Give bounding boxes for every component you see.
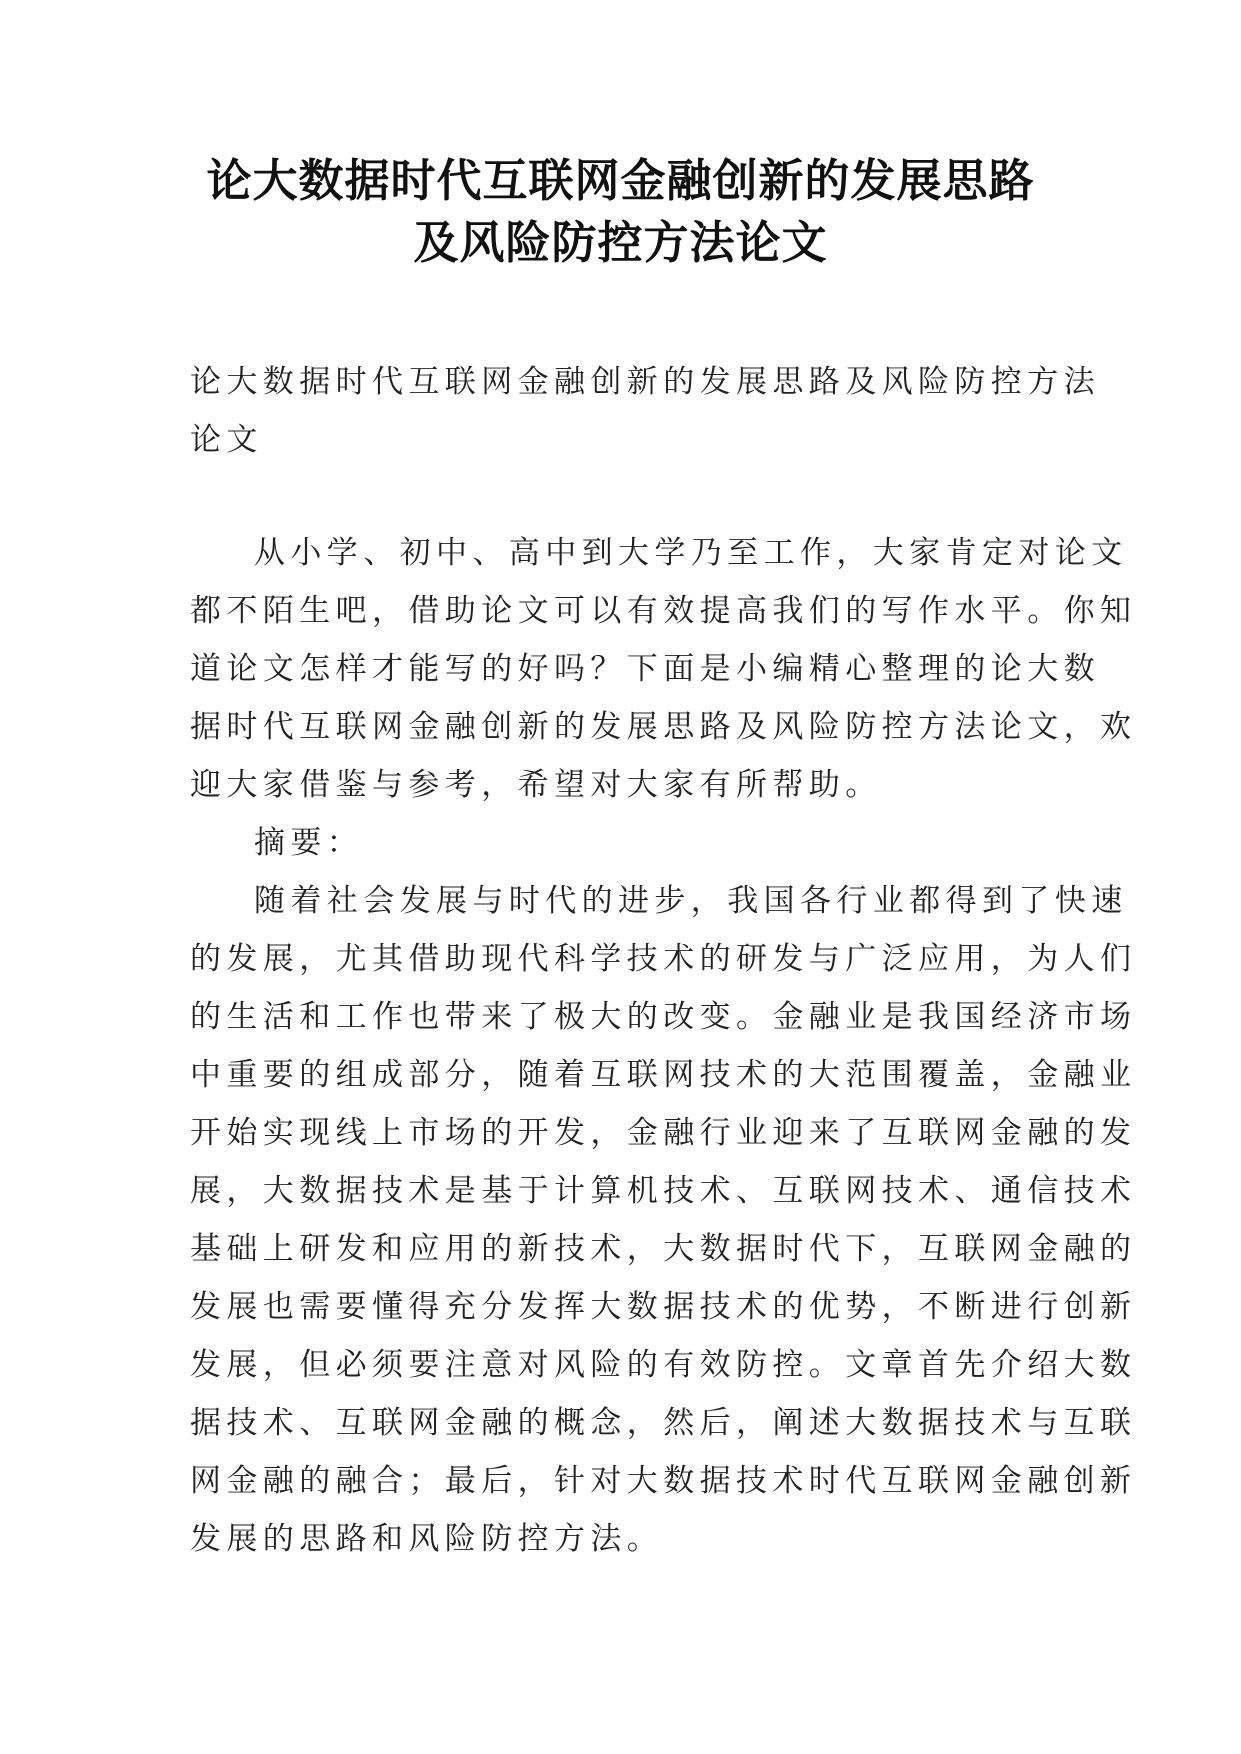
abstract-line: 据技术、互联网金融的概念，然后，阐述大数据技术与互联 [190,1405,1137,1441]
abstract-line: 开始实现线上市场的开发，金融行业迎来了互联网金融的发 [190,1115,1137,1151]
abstract-line: 发展也需要懂得充分发挥大数据技术的优势，不断进行创新 [190,1289,1137,1325]
document-title [150,150,1091,274]
intro-line: 道论文怎样才能写的好吗？下面是小编精心整理的论大数 [190,651,1100,687]
subtitle-line: 论文 [190,422,263,458]
subtitle-line: 论大数据时代互联网金融创新的发展思路及风险防控方法 [190,364,1100,400]
abstract-line: 的发展，尤其借助现代科学技术的研发与广泛应用，为人们 [190,941,1137,977]
intro-line: 都不陌生吧，借助论文可以有效提高我们的写作水平。你知 [190,593,1137,629]
abstract-line: 基础上研发和应用的新技术，大数据时代下，互联网金融的 [190,1231,1137,1267]
abstract-line: 网金融的融合；最后，针对大数据技术时代互联网金融创新 [190,1463,1137,1499]
abstract-line: 中重要的组成部分，随着互联网技术的大范围覆盖，金融业 [190,1057,1137,1093]
subtitle-paragraph [190,353,1100,469]
intro-line: 从小学、初中、高中到大学乃至工作，大家肯定对论文 [254,535,1128,571]
title-line: 论大数据时代互联网金融创新的发展思路 [206,154,1035,207]
abstract-line: 展，大数据技术是基于计算机技术、互联网技术、通信技术 [190,1173,1137,1209]
abstract-heading [190,814,1050,872]
abstract-label: 摘要： [254,825,364,861]
abstract-line: 的生活和工作也带来了极大的改变。金融业是我国经济市场 [190,999,1137,1035]
intro-paragraph [190,524,1137,814]
abstract-line: 随着社会发展与时代的进步，我国各行业都得到了快速 [254,883,1128,919]
abstract-line: 发展的思路和风险防控方法。 [190,1521,664,1557]
intro-line: 据时代互联网金融创新的发展思路及风险防控方法论文，欢 [190,709,1137,745]
abstract-paragraph [190,872,1137,1568]
intro-line: 迎大家借鉴与参考，希望对大家有所帮助。 [190,767,882,803]
abstract-line: 发展，但必须要注意对风险的有效防控。文章首先介绍大数 [190,1347,1137,1383]
title-line: 及风险防控方法论文 [413,216,828,269]
